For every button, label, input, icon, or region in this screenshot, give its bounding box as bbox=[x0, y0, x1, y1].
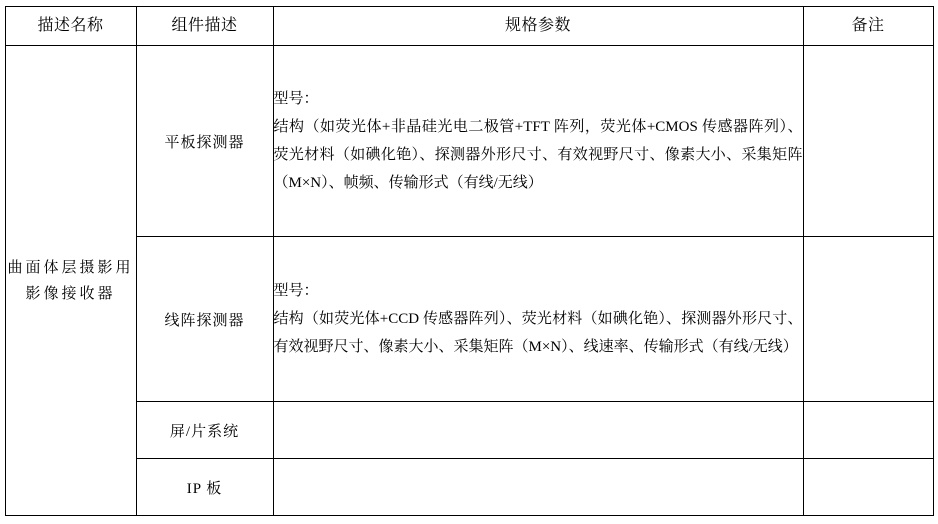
table-header bbox=[5, 7, 933, 46]
spec-cell bbox=[273, 459, 803, 516]
table-row bbox=[5, 237, 933, 402]
spec-cell bbox=[273, 46, 803, 237]
table-row bbox=[5, 46, 933, 237]
table-header-row bbox=[5, 7, 933, 46]
column-header-component: 组件描述 bbox=[136, 7, 273, 46]
remark-cell bbox=[803, 402, 933, 459]
spec-cell bbox=[273, 237, 803, 402]
spec-table bbox=[5, 6, 934, 516]
table-row bbox=[5, 459, 933, 516]
remark-cell bbox=[803, 459, 933, 516]
column-header-spec: 规格参数 bbox=[273, 7, 803, 46]
spec-lead: 型号： bbox=[273, 91, 319, 107]
column-header-remark: 备注 bbox=[803, 7, 933, 46]
table-body bbox=[5, 46, 933, 516]
column-header-name: 描述名称 bbox=[5, 7, 136, 46]
table-row bbox=[5, 402, 933, 459]
component-cell: IP 板 bbox=[136, 459, 273, 516]
spec-lead: 型号： bbox=[273, 283, 319, 299]
row-label-cell: 曲面体层摄影用影像接收器 bbox=[5, 46, 136, 516]
spec-body: 结构（如荧光体+CCD 传感器阵列）、荧光材料（如碘化铯）、探测器外形尺寸、有效视野尺寸、像素大小、采集矩阵（M×N）、线速率、传输形式（有线/无线） bbox=[273, 311, 803, 355]
component-cell: 线阵探测器 bbox=[136, 237, 273, 402]
spec-body: 结构（如荧光体+非晶硅光电二极管+TFT 阵列，荧光体+CMOS 传感器阵列）、荧光材料（如碘化铯）、探测器外形尺寸、有效视野尺寸、像素大小、采集矩阵（M×N）、帧频、传输形式（有线/无线） bbox=[273, 119, 803, 191]
component-cell: 屏/片系统 bbox=[136, 402, 273, 459]
component-cell: 平板探测器 bbox=[136, 46, 273, 237]
remark-cell bbox=[803, 237, 933, 402]
spec-cell bbox=[273, 402, 803, 459]
remark-cell bbox=[803, 46, 933, 237]
